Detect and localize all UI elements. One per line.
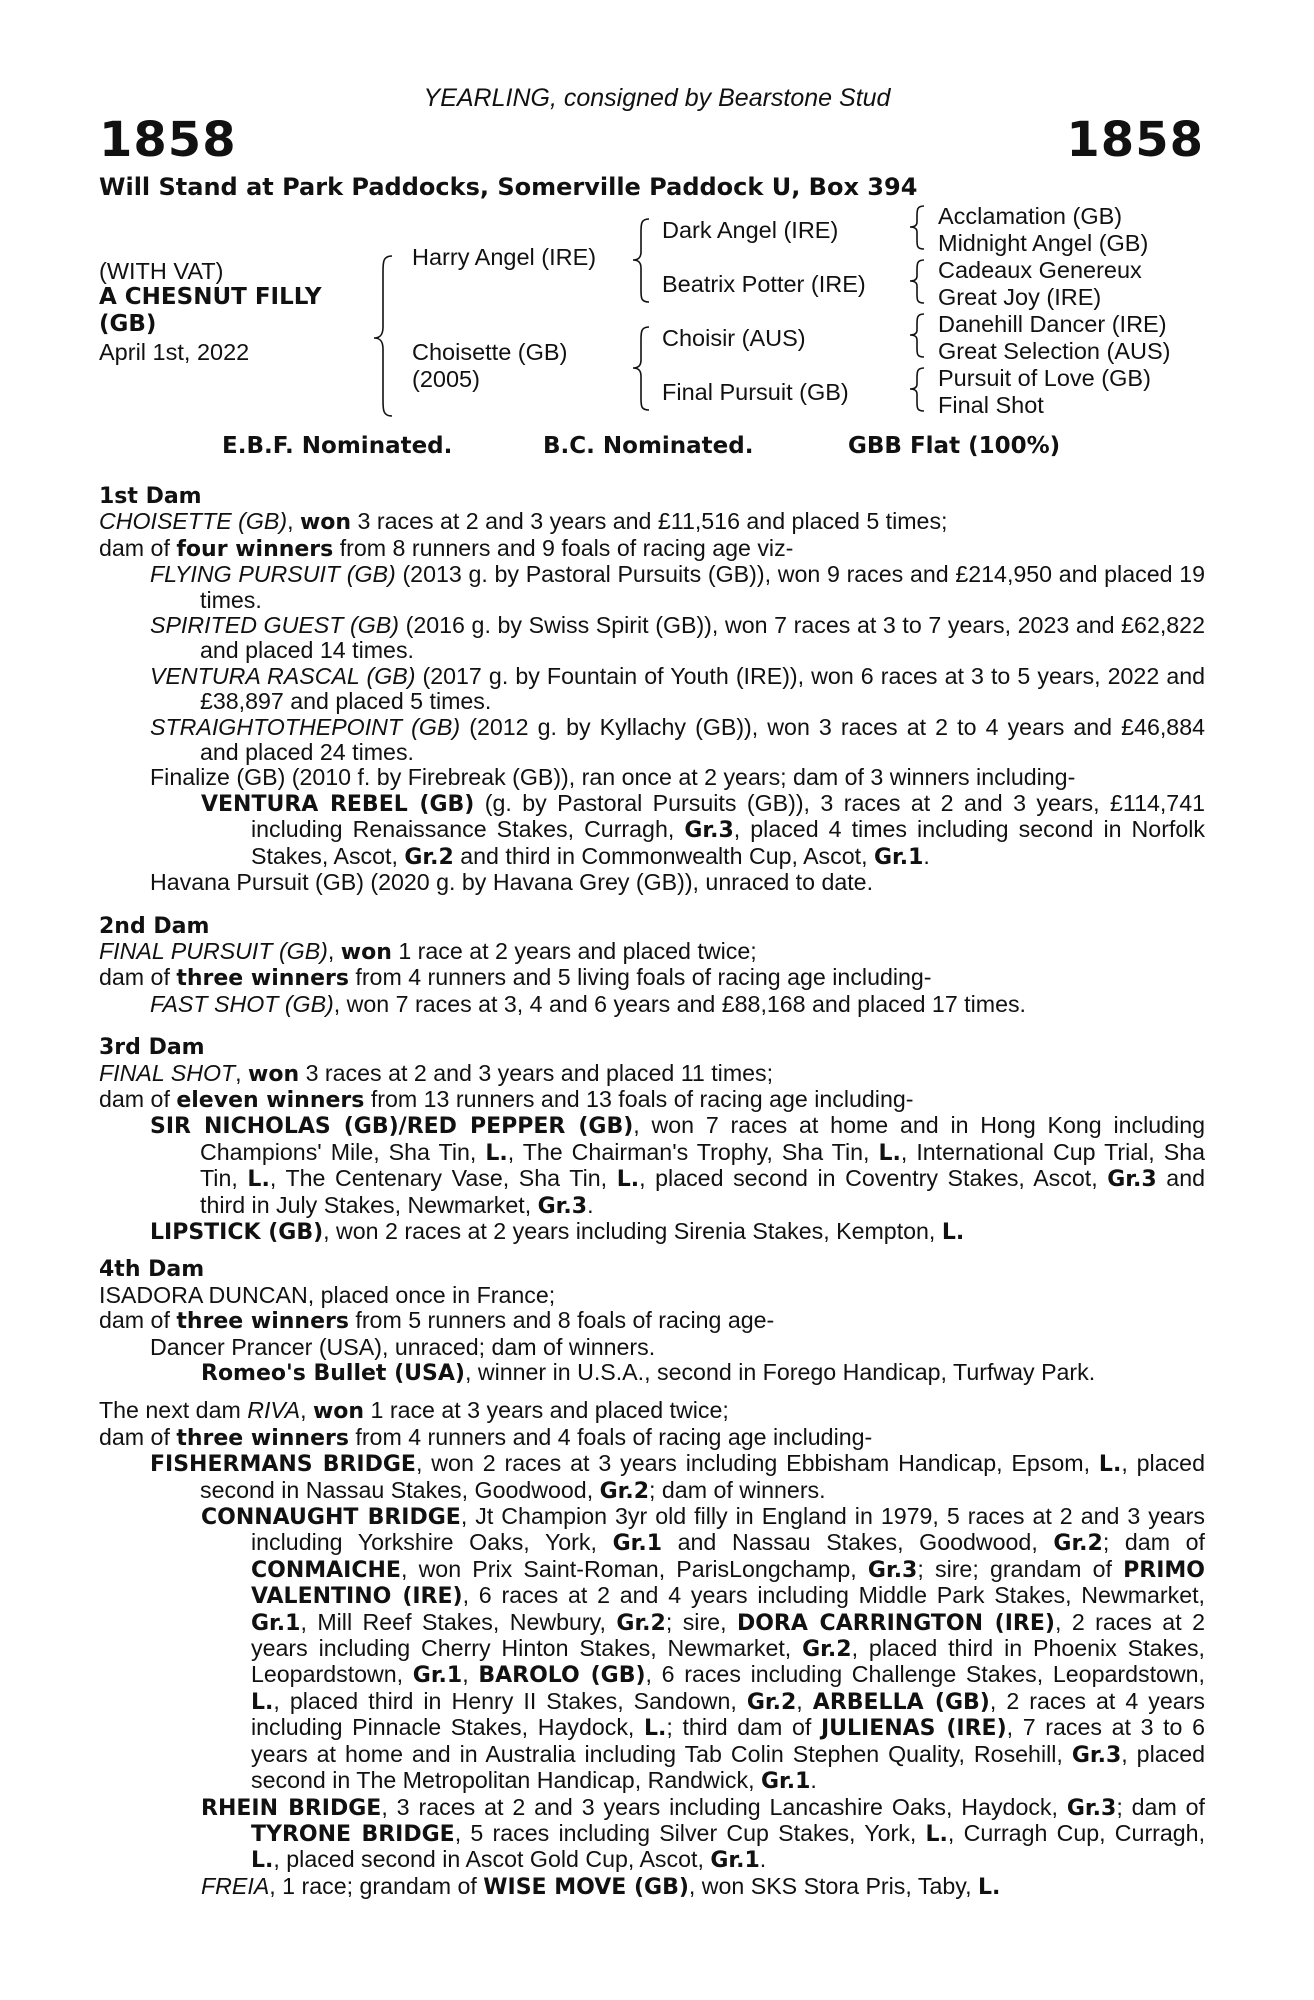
text-run: Gr.3 xyxy=(867,1557,918,1583)
great-grandsire-2: Cadeaux Genereux xyxy=(938,257,1142,283)
text-run: , 7 races at 3 to 6 years at home and in Australia including Tab Colin Stephen Quality, Rosehill, xyxy=(251,1714,1205,1767)
text-run: , placed 4 times including second in Norfolk Stakes, Ascot, xyxy=(251,816,1205,869)
produce-entry xyxy=(99,715,1205,766)
second-dam-produce-summary xyxy=(99,965,1205,991)
text-run: from 4 runners and 5 living foals of racing age including- xyxy=(348,964,932,991)
text-run: , won 7 races at home and in Hong Kong including Champions' Mile, Sha Tin, xyxy=(200,1112,1205,1165)
text-run: SIR NICHOLAS (GB)/RED PEPPER (GB) xyxy=(150,1114,634,1140)
text-run: from 4 runners and 4 foals of racing age including- xyxy=(348,1423,873,1450)
dam-year: (2005) xyxy=(412,366,480,392)
text-run: SPIRITED GUEST (GB) xyxy=(150,612,399,639)
brace-gen3-2 xyxy=(910,260,924,303)
text-run: , 6 races at 2 and 4 years including Middle Park Stakes, Newmarket, xyxy=(462,1582,1205,1609)
produce-entry: Dancer Prancer (USA), unraced; dam of winners. xyxy=(150,1333,656,1360)
text-run: , placed second in Nassau Stakes, Goodwood, xyxy=(200,1450,1205,1503)
produce-entry xyxy=(99,1219,1205,1245)
text-run: ; third dam of xyxy=(666,1714,821,1741)
text-run: JULIENAS (IRE) xyxy=(820,1716,1007,1742)
text-run: Gr.1 xyxy=(710,1848,760,1874)
text-run: , placed second in Coventry Stakes, Ascot, xyxy=(639,1165,1108,1192)
dam-sire: Choisir (AUS) xyxy=(662,325,806,351)
fourth-dam-produce-summary xyxy=(99,1308,1205,1334)
text-run: , xyxy=(327,937,341,964)
text-run: FLYING PURSUIT (GB) xyxy=(150,561,396,588)
text-run: three winners xyxy=(176,1309,349,1335)
text-run: (2012 g. by Kyllachy (GB)), won 3 races at 2 to 4 years and £46,884 and placed 24 times. xyxy=(200,713,1205,766)
consignor-line: YEARLING, consigned by Bearstone Stud xyxy=(423,84,891,112)
stand-location: Will Stand at Park Paddocks, Somerville Paddock U, Box 394 xyxy=(99,173,918,201)
fourth-dam-record: ISADORA DUNCAN, placed once in France; xyxy=(99,1281,556,1308)
text-run: Gr.1 xyxy=(873,844,924,870)
text-run: Gr.2 xyxy=(1053,1531,1103,1557)
text-run: , Mill Reef Stakes, Newbury, xyxy=(300,1608,617,1635)
text-run: , won 2 races at 3 years including Ebbisham Handicap, Epsom, xyxy=(415,1450,1099,1477)
great-granddam-4: Final Shot xyxy=(938,392,1044,418)
text-run: (2016 g. by Swiss Spirit (GB)), won 7 races at 3 to 7 years, 2023 and £62,822 and placed 14 times. xyxy=(200,612,1205,664)
horse-name-country: (GB) xyxy=(99,311,157,337)
text-run: from 8 runners and 9 foals of racing age viz- xyxy=(333,534,794,561)
brace-dam-parents xyxy=(633,327,649,410)
text-run: and third in Commonwealth Cup, Ascot, xyxy=(453,842,874,869)
text-run: (2013 g. by Pastoral Pursuits (GB)), won 9 races and £214,950 and placed 19 times. xyxy=(200,561,1205,613)
bc-nomination: B.C. Nominated. xyxy=(543,433,754,459)
produce-entry xyxy=(99,1451,1205,1504)
first-dam-produce-summary xyxy=(99,536,1205,562)
text-run: dam of xyxy=(99,534,177,561)
text-run: ARBELLA (GB) xyxy=(812,1689,990,1715)
text-run: , won Prix Saint-Roman, ParisLongchamp, xyxy=(400,1555,868,1582)
third-dam-produce-summary xyxy=(99,1087,1205,1113)
text-run: ; dam of xyxy=(1116,1793,1205,1820)
text-run: L. xyxy=(644,1716,667,1742)
text-run: ; dam of xyxy=(1102,1529,1205,1556)
produce-sub-entry xyxy=(99,1504,1205,1794)
ebf-nomination: E.B.F. Nominated. xyxy=(222,433,453,459)
text-run: dam of xyxy=(99,1307,177,1334)
text-run: L. xyxy=(251,1848,274,1874)
next-dam-produce-summary xyxy=(99,1425,1205,1451)
text-run: Gr.3 xyxy=(1071,1742,1122,1768)
vat-note: (WITH VAT) xyxy=(99,258,224,284)
produce-entry: Havana Pursuit (GB) (2020 g. by Havana Grey (GB)), unraced to date. xyxy=(150,869,874,896)
brace-gen3-4 xyxy=(910,368,924,411)
text-run: Gr.3 xyxy=(684,818,734,844)
text-run: Gr.3 xyxy=(1066,1795,1117,1821)
brace-generation-1 xyxy=(374,256,392,416)
text-run: VENTURA REBEL (GB) xyxy=(201,791,475,817)
great-granddam-3: Great Selection (AUS) xyxy=(938,338,1171,364)
text-run: 3 races at 2 and 3 years and £11,516 and placed 5 times; xyxy=(351,508,948,535)
text-run: FINAL SHOT xyxy=(99,1059,236,1086)
great-grandsire-3: Danehill Dancer (IRE) xyxy=(938,311,1167,337)
produce-sub-entry xyxy=(99,1874,1205,1900)
text-run: and Nassau Stakes, Goodwood, xyxy=(662,1529,1054,1556)
text-run: , 1 race; grandam of xyxy=(269,1872,484,1899)
text-run: FISHERMANS BRIDGE xyxy=(150,1452,416,1478)
produce-entry xyxy=(99,613,1205,664)
text-run: from 13 runners and 13 foals of racing age including- xyxy=(364,1085,914,1112)
text-run: dam of xyxy=(99,964,177,991)
produce-entry: Finalize (GB) (2010 f. by Firebreak (GB)), ran once at 2 years; dam of 3 winners including- xyxy=(150,764,1076,791)
text-run: (2017 g. by Fountain of Youth (IRE)), won 6 races at 3 to 5 years, 2022 and £38,897 and placed 5 times. xyxy=(200,662,1206,715)
text-run: , 2 races at 2 years including Cherry Hinton Stakes, Newmarket, xyxy=(251,1608,1205,1662)
text-run: dam of xyxy=(99,1085,177,1112)
text-run: BAROLO (GB) xyxy=(478,1663,646,1689)
text-run: Gr.3 xyxy=(537,1193,588,1219)
text-run: ; sire; grandam of xyxy=(917,1555,1124,1582)
text-run: Gr.1 xyxy=(251,1610,301,1636)
text-run: L. xyxy=(878,1140,901,1166)
text-run: VENTURA RASCAL (GB) xyxy=(150,662,416,689)
fourth-dam-heading: 4th Dam xyxy=(99,1257,205,1283)
text-run: three winners xyxy=(176,1425,349,1451)
produce-entry xyxy=(99,992,1205,1017)
text-run: DORA CARRINGTON (IRE) xyxy=(736,1610,1055,1636)
text-run: ; dam of winners. xyxy=(649,1476,826,1503)
text-run: Romeo's Bullet (USA) xyxy=(201,1361,465,1386)
text-run: , placed third in Phoenix Stakes, Leopardstown, xyxy=(251,1635,1205,1688)
text-run: , xyxy=(462,1661,479,1688)
text-run: L. xyxy=(941,1219,965,1245)
produce-entry xyxy=(99,664,1205,715)
sire-sire: Dark Angel (IRE) xyxy=(662,217,839,243)
text-run: STRAIGHTOTHEPOINT (GB) xyxy=(150,713,461,740)
text-run: eleven winners xyxy=(176,1087,365,1113)
text-run: WISE MOVE (GB) xyxy=(483,1874,689,1900)
text-run: , xyxy=(796,1687,813,1714)
text-run: RIVA xyxy=(247,1397,301,1424)
text-run: Gr.2 xyxy=(746,1689,797,1715)
text-run: The next dam xyxy=(99,1397,248,1424)
sire: Harry Angel (IRE) xyxy=(412,244,597,270)
text-run: 1 race at 2 years and placed twice; xyxy=(391,937,757,964)
gbb-eligibility: GBB Flat (100%) xyxy=(848,433,1061,459)
family-details xyxy=(99,484,1205,1900)
text-run: (g. by Pastoral Pursuits (GB)), 3 races at 2 and 3 years, £114,741 including Renaissance Stakes, Curragh, xyxy=(251,789,1205,843)
text-run: LIPSTICK (GB) xyxy=(150,1219,324,1245)
text-run: , won 7 races at 3, 4 and 6 years and £88,168 and placed 17 times. xyxy=(333,990,1026,1017)
dam: Choisette (GB) xyxy=(412,339,568,365)
text-run: won xyxy=(248,1061,300,1087)
text-run: CONMAICHE xyxy=(251,1557,401,1583)
brace-sire-parents xyxy=(633,219,649,302)
great-granddam-2: Great Joy (IRE) xyxy=(938,284,1102,310)
produce-sub-entry xyxy=(99,1360,1205,1386)
text-run: , won 2 races at 2 years including Sirenia Stakes, Kempton, xyxy=(323,1217,942,1244)
text-run: . xyxy=(759,1846,767,1873)
text-run: , placed third in Henry II Stakes, Sandown, xyxy=(273,1687,747,1714)
text-run: L. xyxy=(925,1821,948,1847)
text-run: Gr.1 xyxy=(760,1769,811,1795)
first-dam-heading: 1st Dam xyxy=(99,484,202,509)
text-run: , xyxy=(235,1059,249,1086)
text-run: . xyxy=(810,1767,817,1794)
text-run: L. xyxy=(485,1140,508,1166)
first-dam-record xyxy=(99,509,1205,535)
text-run: three winners xyxy=(176,966,349,992)
text-run: , Jt Champion 3yr old filly in England in 1979, 5 races at 2 and 3 years including Yorkshire Oaks, York, xyxy=(251,1503,1205,1556)
text-run: , The Chairman's Trophy, Sha Tin, xyxy=(507,1138,879,1165)
brace-gen3-1 xyxy=(910,206,924,249)
pedigree-braces xyxy=(0,0,1314,440)
text-run: L. xyxy=(1098,1452,1122,1478)
text-run: FAST SHOT (GB) xyxy=(150,990,334,1017)
text-run: four winners xyxy=(176,536,334,562)
sire-dam: Beatrix Potter (IRE) xyxy=(662,271,866,297)
text-run: from 5 runners and 8 foals of racing age- xyxy=(348,1307,775,1334)
lot-number-right: 1858 xyxy=(1066,112,1204,168)
text-run: Gr.2 xyxy=(404,844,454,870)
great-grandsire-4: Pursuit of Love (GB) xyxy=(938,365,1151,391)
text-run: Gr.2 xyxy=(616,1610,666,1636)
text-run: L. xyxy=(978,1874,1001,1900)
dam-dam: Final Pursuit (GB) xyxy=(662,379,849,405)
brace-gen3-3 xyxy=(910,314,924,357)
third-dam-record xyxy=(99,1061,1205,1087)
horse-name: A CHESNUT FILLY xyxy=(99,284,322,310)
text-run: 3 races at 2 and 3 years and placed 11 times; xyxy=(299,1059,774,1086)
great-grandsire-1: Acclamation (GB) xyxy=(938,203,1123,229)
text-run: Gr.2 xyxy=(599,1478,650,1504)
text-run: , 2 races at 4 years including Pinnacle Stakes, Haydock, xyxy=(251,1687,1206,1741)
text-run: , International Cup Trial, Sha Tin, xyxy=(200,1138,1205,1192)
lot-number-left: 1858 xyxy=(99,112,237,168)
text-run: . xyxy=(923,842,930,869)
text-run: TYRONE BRIDGE xyxy=(251,1821,455,1847)
text-run: , Curragh Cup, Curragh, xyxy=(947,1819,1206,1846)
text-run: 1 race at 3 years and placed twice; xyxy=(364,1397,729,1424)
text-run: won xyxy=(312,1399,365,1425)
text-run: , 5 races including Silver Cup Stakes, York, xyxy=(454,1819,926,1846)
produce-entry xyxy=(99,562,1205,613)
text-run: FREIA xyxy=(201,1872,270,1899)
text-run: CONNAUGHT BRIDGE xyxy=(201,1505,461,1531)
next-dam-record xyxy=(99,1398,1205,1424)
text-run: , xyxy=(300,1397,313,1424)
third-dam-heading: 3rd Dam xyxy=(99,1035,205,1061)
text-run: . xyxy=(587,1191,594,1218)
text-run: , 3 races at 2 and 3 years including Lancashire Oaks, Haydock, xyxy=(381,1793,1067,1820)
text-run: L. xyxy=(251,1689,274,1715)
second-dam-heading: 2nd Dam xyxy=(99,913,210,939)
text-run: L. xyxy=(247,1167,270,1193)
text-run: ; sire, xyxy=(665,1608,737,1635)
text-run: L. xyxy=(616,1167,640,1193)
text-run: Gr.1 xyxy=(612,1531,663,1557)
text-run: dam of xyxy=(99,1423,177,1450)
text-run: and third in July Stakes, Newmarket, xyxy=(200,1165,1205,1218)
text-run: RHEIN BRIDGE xyxy=(201,1795,382,1821)
produce-entry xyxy=(99,1113,1205,1219)
text-run: CHOISETTE (GB) xyxy=(99,508,288,535)
text-run: Gr.3 xyxy=(1107,1167,1157,1193)
text-run: , placed second in The Metropolitan Handicap, Randwick, xyxy=(251,1740,1206,1794)
date-of-birth: April 1st, 2022 xyxy=(99,339,250,365)
produce-sub-entry xyxy=(99,791,1205,870)
text-run: Gr.2 xyxy=(802,1637,852,1663)
text-run: Gr.1 xyxy=(412,1663,463,1689)
produce-sub-entry xyxy=(99,1795,1205,1874)
text-run: , won SKS Stora Pris, Taby, xyxy=(688,1872,978,1899)
text-run: FINAL PURSUIT (GB) xyxy=(99,937,328,964)
text-run: , placed second in Ascot Gold Cup, Ascot, xyxy=(273,1846,711,1873)
second-dam-record xyxy=(99,939,1205,965)
text-run: won xyxy=(340,939,392,965)
text-run: won xyxy=(299,510,352,536)
great-granddam-1: Midnight Angel (GB) xyxy=(938,230,1149,256)
text-run: , 6 races including Challenge Stakes, Leopardstown, xyxy=(645,1661,1205,1688)
text-run: , xyxy=(287,508,300,535)
text-run: , winner in U.S.A., second in Forego Handicap, Turfway Park. xyxy=(464,1359,1096,1385)
text-run: , The Centenary Vase, Sha Tin, xyxy=(269,1165,617,1192)
text-run: PRIMO VALENTINO (IRE) xyxy=(251,1557,1205,1610)
